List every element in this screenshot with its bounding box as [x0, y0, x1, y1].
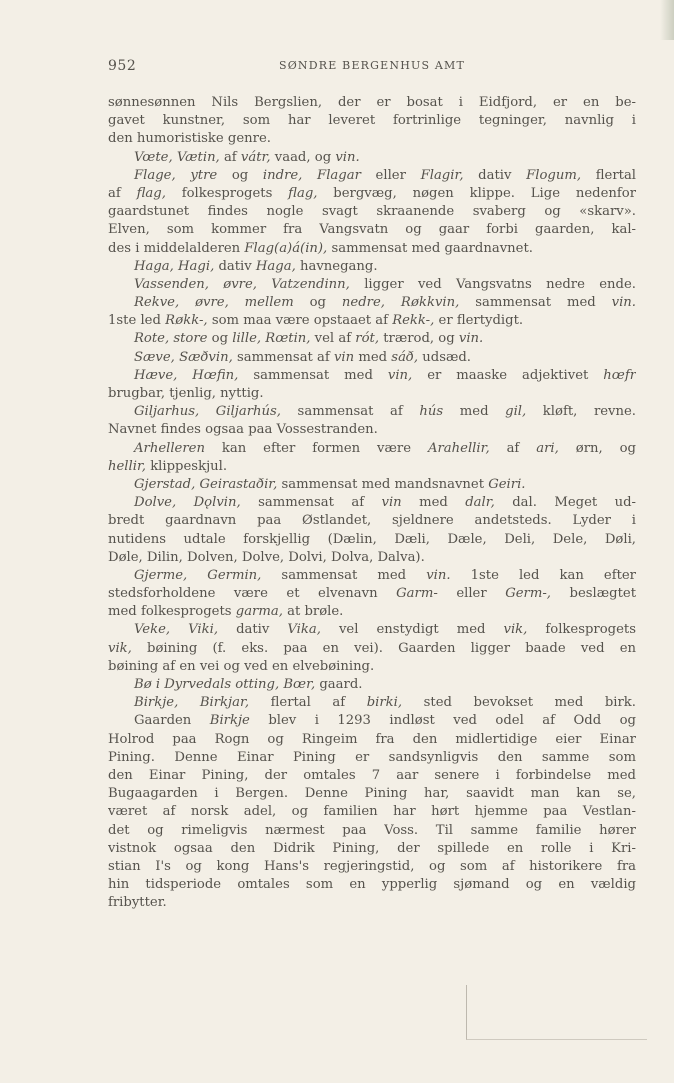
text-line: sønnesønnen Nils Bergslien, der er bosat i Eidfjord, er en be- — [108, 95, 636, 110]
text-line: af flag, folkesprogets flag, bergvæg, nøgen klippe. Lige nedenfor — [108, 185, 636, 201]
text-line: gavet kunstner, som har leveret fortrinlige tegninger, navnlig i — [108, 113, 636, 129]
text-line: bredt gaardnavn paa Østlandet, sjeldnere andetsteds. Lyder i — [108, 513, 636, 529]
section-heading-bo: Bø i Dyrvedals otting, Bœr, gaard. — [134, 677, 363, 692]
text-line: Pining. Denne Einar Pining er sandsynligvis den samme som — [108, 749, 636, 765]
entry-giljarhus: Giljarhus, Giljarhús, sammensat af hús med gil, kløft, revne. — [134, 404, 636, 420]
entry-haga: Haga, Hagi, dativ Haga, havnegang. — [134, 258, 378, 274]
text-line: vistnok ogsaa den Didrik Pining, der spillede en rolle i Kri- — [108, 840, 636, 856]
page-number: 952 — [108, 58, 137, 74]
text-line: stedsforholdene være et elvenavn Garm- eller Germ-, beslægtet — [108, 586, 636, 602]
entry-vassenden: Vassenden, øvre, Vatzendinn, ligger ved Vangsvatns nedre ende. — [134, 276, 636, 292]
entry-rekve: Rekve, øvre, mellem og nedre, Røkkvin, sammensat med vin. — [134, 295, 636, 311]
entry-haeve: Hæve, Hœfin, sammensat med vin, er maaske adjektivet hœfr — [134, 367, 636, 383]
entry-dolve: Dolve, Dǫlvin, sammensat af vin med dalr, dal. Meget ud- — [134, 495, 636, 511]
page-header — [108, 58, 636, 76]
entry-saeve: Sæve, Sæðvin, sammensat af vin med sáð, udsæd. — [134, 349, 471, 365]
text-line: 1ste led Røkk-, som maa være opstaaet af Rekk-, er flertydigt. — [108, 313, 524, 329]
text-line: nutidens udtale forskjellig (Dælin, Dæli, Dæle, Deli, Dele, Døli, — [108, 531, 636, 547]
text-line: gaardstunet findes nogle svagt skraanende svaberg og «skarv». — [108, 204, 636, 220]
body-text — [108, 94, 636, 912]
entry-arhelleren: Arhelleren kan efter formen være Arahellir, af ari, ørn, og — [134, 440, 636, 456]
text-line: stian I's og kong Hans's regjeringstid, og som af historikere fra — [108, 858, 636, 874]
entry-veke: Veke, Viki, dativ Vika, vel enstydigt med vik, folkesprogets — [134, 622, 636, 638]
text-line: Navnet findes ogsaa paa Vossestranden. — [108, 422, 378, 438]
entry-gjerstad: Gjerstad, Geirastaðir, sammensat med mandsnavnet Geiri. — [134, 476, 526, 492]
scan-bracket-mark — [466, 985, 647, 1040]
text-line: Bugaagarden i Bergen. Denne Pining har, saavidt man kan se, — [108, 786, 636, 802]
text-line: brugbar, tjenlig, nyttig. — [108, 386, 264, 401]
text-line: været af norsk adel, og familien har hørt hjemme paa Vestlan- — [108, 804, 636, 820]
text-line: bøining af en vei og ved en elvebøining. — [108, 658, 375, 674]
text-line: Holrod paa Rogn og Ringeim fra den midlertidige eier Einar — [108, 731, 636, 747]
text-line: den Einar Pining, der omtales 7 aar senere i forbindelse med — [108, 767, 636, 783]
text-line: hin tidsperiode omtales som en ypperlig sjømand og en vældig — [108, 877, 636, 893]
entry-birkje: Birkje, Birkjar, flertal af birki, sted bevokset med birk. — [134, 695, 636, 711]
text-line: den humoristiske genre. — [108, 131, 271, 147]
paragraph-start: Gaarden Birkje blev i 1293 indløst ved odel af Odd og — [134, 713, 636, 729]
entry-flage: Flage, ytre og indre, Flagar eller Flagir, dativ Flogum, flertal — [134, 167, 636, 183]
text-line: det og rimeligvis nærmest paa Voss. Til samme familie hører — [108, 822, 636, 838]
text-line: Døle, Dilin, Dolven, Dolve, Dolvi, Dolva, Dalva). — [108, 549, 425, 565]
page-edge-shadow — [660, 0, 674, 40]
text-line: hellir, klippeskjul. — [108, 458, 228, 474]
running-title: SØNDRE BERGENHUS AMT — [278, 59, 466, 72]
entry-vaete: Vœte, Vætin, af vátr, vaad, og vin. — [134, 149, 360, 165]
text-line: Elven, som kommer fra Vangsvatn og gaar forbi gaarden, kal- — [108, 222, 636, 238]
entry-gjerme: Gjerme, Germin, sammensat med vin. 1ste led kan efter — [134, 567, 636, 583]
text-line: vik, bøining (f. eks. paa en vei). Gaarden ligger baade ved en — [108, 640, 636, 656]
text-line: fribytter. — [108, 895, 167, 911]
text-line: med folkesprogets garma, at brøle. — [108, 604, 344, 620]
text-line: des i middelalderen Flag(a)á(in), sammensat med gaardnavnet. — [108, 240, 533, 256]
entry-rote: Rote, store og lille, Rœtin, vel af rót, trærod, og vin. — [134, 331, 484, 347]
